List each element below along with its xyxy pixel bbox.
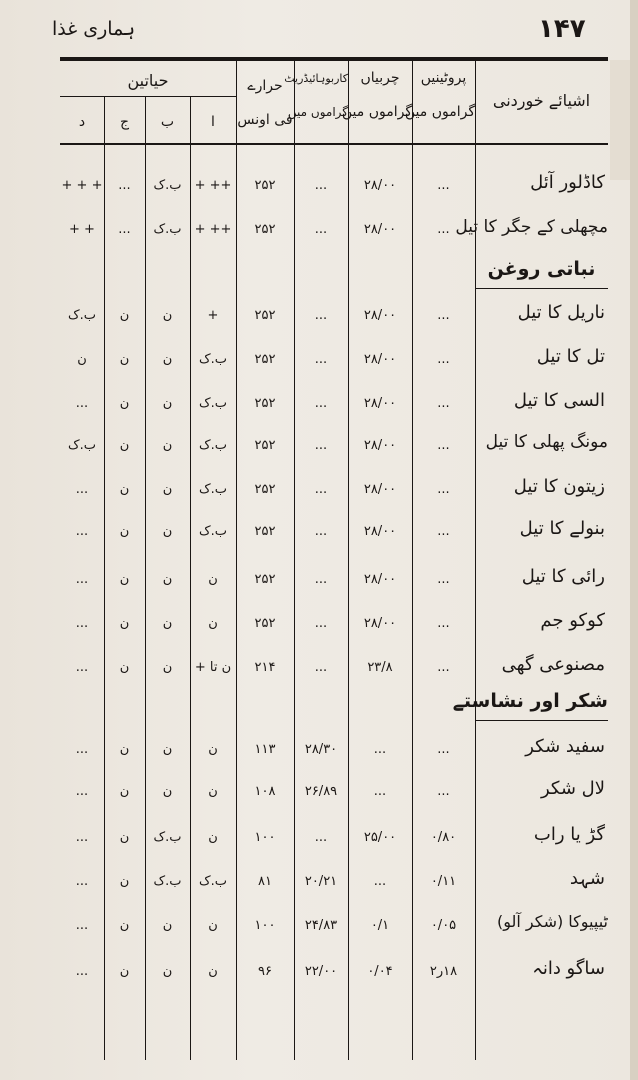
header-fat: چربیاں: [360, 70, 400, 86]
row-carbs: ...: [314, 524, 328, 539]
header-vit-c: ج: [119, 114, 130, 130]
row-carbs: ...: [314, 482, 328, 497]
header-vit-a: ا: [211, 114, 215, 130]
row-calories: ۲۵۲: [254, 616, 276, 631]
row-fat: ...: [373, 742, 387, 757]
row-name: زیتون کا تیل: [513, 476, 605, 497]
row-carbs: ...: [314, 308, 328, 323]
col-divider-protein: [412, 60, 413, 1060]
row-vit-b: ن: [162, 308, 173, 323]
row-vit-d: ...: [75, 482, 89, 497]
row-calories: ۱۰۰: [254, 830, 276, 845]
row-vit-d: ...: [75, 572, 89, 587]
row-fat: ۲۸/۰۰: [363, 222, 397, 237]
section-underline: [475, 720, 608, 721]
row-vit-d: ...: [75, 964, 89, 979]
row-calories: ۲۵۲: [254, 308, 276, 323]
row-fat: ۲۸/۰۰: [363, 352, 397, 367]
row-fat: ۲۳/۸: [367, 660, 393, 675]
row-calories: ۲۵۲: [254, 178, 276, 193]
row-vit-b: ن: [162, 616, 173, 631]
row-calories: ۲۱۴: [254, 660, 276, 675]
header-vitamins: حیاتین: [127, 71, 169, 90]
row-name: کاڈلور آئل: [530, 172, 605, 193]
row-protein: ...: [437, 482, 450, 497]
row-name: ناریل کا تیل: [517, 302, 605, 323]
row-carbs: ...: [314, 660, 328, 675]
row-vit-b: ن: [162, 352, 173, 367]
row-carbs: ...: [314, 178, 328, 193]
row-vit-d: ...: [75, 616, 89, 631]
row-carbs: ...: [314, 830, 328, 845]
row-carbs: ...: [314, 616, 328, 631]
header-protein: پروٹینیں: [420, 70, 467, 86]
row-name: مچھلی کے جگر کا تیل: [455, 217, 608, 237]
row-vit-a: ن: [208, 830, 218, 845]
row-vit-d: ب.ک: [67, 438, 96, 453]
row-vit-c: ن: [119, 830, 130, 845]
col-divider-carbs: [294, 60, 295, 1060]
row-protein: ...: [437, 352, 450, 367]
row-vit-d: + + +: [61, 178, 103, 193]
row-calories: ۱۱۳: [254, 742, 276, 757]
row-vit-a: ++ +: [194, 222, 232, 237]
row-vit-c: ن: [119, 524, 130, 539]
row-vit-a: ن: [208, 616, 218, 631]
row-vit-b: ن: [162, 918, 173, 933]
row-vit-a: ++ +: [194, 178, 232, 193]
row-vit-a: ن: [208, 918, 218, 933]
row-vit-d: ...: [75, 396, 89, 411]
row-vit-b: ب.ک: [153, 830, 182, 845]
row-vit-c: ن: [119, 308, 130, 323]
row-vit-b: ن: [162, 524, 173, 539]
row-protein: ۰/۸۰: [430, 830, 457, 845]
header-protein-unit: گراموں میں: [404, 104, 475, 120]
row-carbs: ۲۶/۸۹: [304, 784, 338, 799]
header-carbs-unit: گراموں میں: [287, 105, 348, 119]
row-vit-a: ن: [208, 572, 218, 587]
row-vit-a: ن: [208, 784, 218, 799]
row-vit-c: ن: [119, 964, 130, 979]
col-divider-fat: [348, 60, 349, 1060]
row-fat: ۲۸/۰۰: [363, 572, 397, 587]
row-fat: ۰/۰۴: [367, 964, 393, 979]
row-name: سفید شکر: [525, 736, 605, 757]
row-carbs: ...: [314, 222, 328, 237]
row-carbs: ۲۰/۲۱: [304, 874, 338, 889]
row-carbs: ...: [314, 572, 328, 587]
row-fat: ۲۸/۰۰: [363, 308, 397, 323]
page-edge-shadow: [630, 0, 638, 1080]
header-item: اشیائے خوردنی: [492, 91, 591, 110]
row-calories: ۹۶: [258, 964, 272, 979]
table-header-rule: [60, 143, 608, 145]
row-vit-c: ن: [119, 482, 130, 497]
row-calories: ۲۵۲: [254, 438, 276, 453]
col-divider-calories: [236, 60, 237, 1060]
row-vit-b: ب.ک: [153, 178, 182, 193]
row-vit-d: ...: [75, 918, 89, 933]
row-calories: ۲۵۲: [254, 482, 276, 497]
row-fat: ۲۸/۰۰: [363, 396, 397, 411]
row-vit-a: ب.ک: [198, 524, 227, 539]
row-vit-c: ن: [119, 874, 130, 889]
row-vit-c: ن: [119, 660, 130, 675]
row-vit-d: ...: [75, 830, 89, 845]
row-fat: ۲۸/۰۰: [363, 524, 397, 539]
header-vit-d: د: [78, 114, 86, 130]
row-vit-b: ب.ک: [153, 874, 182, 889]
row-vit-b: ب.ک: [153, 222, 182, 237]
row-carbs: ۲۴/۸۳: [304, 918, 338, 933]
header-calories-unit: فی اونس: [237, 112, 293, 128]
row-name: بنولے کا تیل: [519, 518, 605, 539]
row-vit-d: ...: [75, 784, 89, 799]
row-protein: ...: [437, 660, 450, 675]
row-vit-b: ن: [162, 660, 173, 675]
row-name: گڑ یا راب: [533, 824, 605, 845]
row-vit-b: ن: [162, 784, 173, 799]
row-vit-c: ن: [119, 784, 130, 799]
row-vit-b: ن: [162, 396, 173, 411]
header-carbs: کاربوہائیڈریٹ: [284, 72, 348, 85]
row-name: کوکو جم: [540, 610, 605, 631]
row-vit-b: ن: [162, 438, 173, 453]
row-carbs: ...: [314, 352, 328, 367]
row-name: شہد: [569, 868, 605, 889]
section-underline: [475, 288, 608, 289]
row-vit-a: ن: [208, 964, 218, 979]
section-heading-vegetable-oils: نباتی روغن: [487, 258, 596, 280]
row-vit-a: ب.ک: [198, 874, 227, 889]
row-calories: ۲۵۲: [254, 352, 276, 367]
row-protein: ...: [437, 572, 450, 587]
row-vit-c: ...: [118, 222, 131, 237]
row-vit-a: ن: [208, 742, 218, 757]
row-vit-d: ...: [75, 742, 89, 757]
row-name: رائی کا تیل: [521, 566, 605, 587]
row-name: السی کا تیل: [513, 390, 605, 411]
row-vit-d: ...: [75, 874, 89, 889]
row-protein: ۰/۰۵: [430, 918, 457, 933]
header-fat-unit: گراموں میں: [341, 104, 412, 120]
row-vit-a: ب.ک: [198, 482, 227, 497]
row-name: مونگ پھلی کا تیل: [485, 432, 608, 452]
row-vit-c: ن: [119, 742, 130, 757]
row-vit-a: ب.ک: [198, 396, 227, 411]
row-vit-b: ن: [162, 742, 173, 757]
row-carbs: ۲۲/۰۰: [304, 964, 338, 979]
row-carbs: ...: [314, 396, 328, 411]
row-fat: ۲۸/۰۰: [363, 438, 397, 453]
row-vit-c: ن: [119, 572, 130, 587]
row-calories: ۲۵۲: [254, 524, 276, 539]
row-protein: ...: [437, 178, 450, 193]
row-protein: ...: [437, 524, 450, 539]
row-fat: ...: [373, 874, 387, 889]
header-calories: حرارے: [247, 78, 283, 94]
row-name: مصنوعی گھی: [501, 654, 605, 675]
row-vit-d: ب.ک: [67, 308, 96, 323]
row-name: ٹیپیوکا (شکر آلو): [496, 912, 608, 931]
row-vit-c: ن: [119, 918, 130, 933]
row-fat: ۲۵/۰۰: [363, 830, 397, 845]
row-calories: ۱۰۸: [254, 784, 276, 799]
header-vit-b: ب: [160, 114, 175, 130]
row-vit-a: ن تا +: [194, 660, 232, 675]
row-protein: ...: [437, 742, 450, 757]
row-vit-b: ن: [162, 964, 173, 979]
page-number: ۱۴۷: [538, 14, 586, 44]
row-name: لال شکر: [540, 778, 605, 799]
row-fat: ۰/۱: [370, 918, 390, 933]
row-vit-d: ن: [77, 352, 87, 367]
vitamins-subheader-rule: [60, 96, 236, 97]
row-calories: ۲۵۲: [254, 572, 276, 587]
row-calories: ۸۱: [258, 874, 272, 889]
row-fat: ۲۸/۰۰: [363, 482, 397, 497]
row-protein: ...: [437, 616, 450, 631]
col-divider-item: [475, 60, 476, 1060]
row-vit-a: ب.ک: [198, 352, 227, 367]
row-protein: ...: [437, 222, 450, 237]
row-name: تل کا تیل: [536, 346, 605, 367]
running-title: ہماری غذا: [52, 18, 136, 40]
row-vit-d: + +: [69, 222, 95, 237]
section-heading-sugars-starches: شکر اور نشاستے: [452, 690, 608, 712]
row-protein: ۱۸ر۲: [429, 964, 458, 979]
row-protein: ...: [437, 438, 450, 453]
row-calories: ۲۵۲: [254, 222, 276, 237]
row-vit-c: ن: [119, 616, 130, 631]
row-vit-c: ...: [118, 178, 131, 193]
row-protein: ...: [437, 396, 450, 411]
row-vit-d: ...: [75, 660, 89, 675]
row-vit-b: ن: [162, 572, 173, 587]
row-name: ساگو دانہ: [532, 958, 605, 979]
row-calories: ۲۵۲: [254, 396, 276, 411]
row-fat: ۲۸/۰۰: [363, 178, 397, 193]
row-vit-d: ...: [75, 524, 89, 539]
row-carbs: ۲۸/۳۰: [304, 742, 338, 757]
row-vit-c: ن: [119, 396, 130, 411]
row-carbs: ...: [314, 438, 328, 453]
row-fat: ...: [373, 784, 387, 799]
row-vit-c: ن: [119, 352, 130, 367]
row-protein: ...: [437, 308, 450, 323]
row-protein: ...: [437, 784, 450, 799]
row-vit-a: +: [207, 308, 219, 323]
row-fat: ۲۸/۰۰: [363, 616, 397, 631]
row-protein: ۰/۱۱: [430, 874, 457, 889]
row-vit-a: ب.ک: [198, 438, 227, 453]
table-top-rule: [60, 59, 608, 61]
row-vit-c: ن: [119, 438, 130, 453]
row-calories: ۱۰۰: [254, 918, 276, 933]
row-vit-b: ن: [162, 482, 173, 497]
